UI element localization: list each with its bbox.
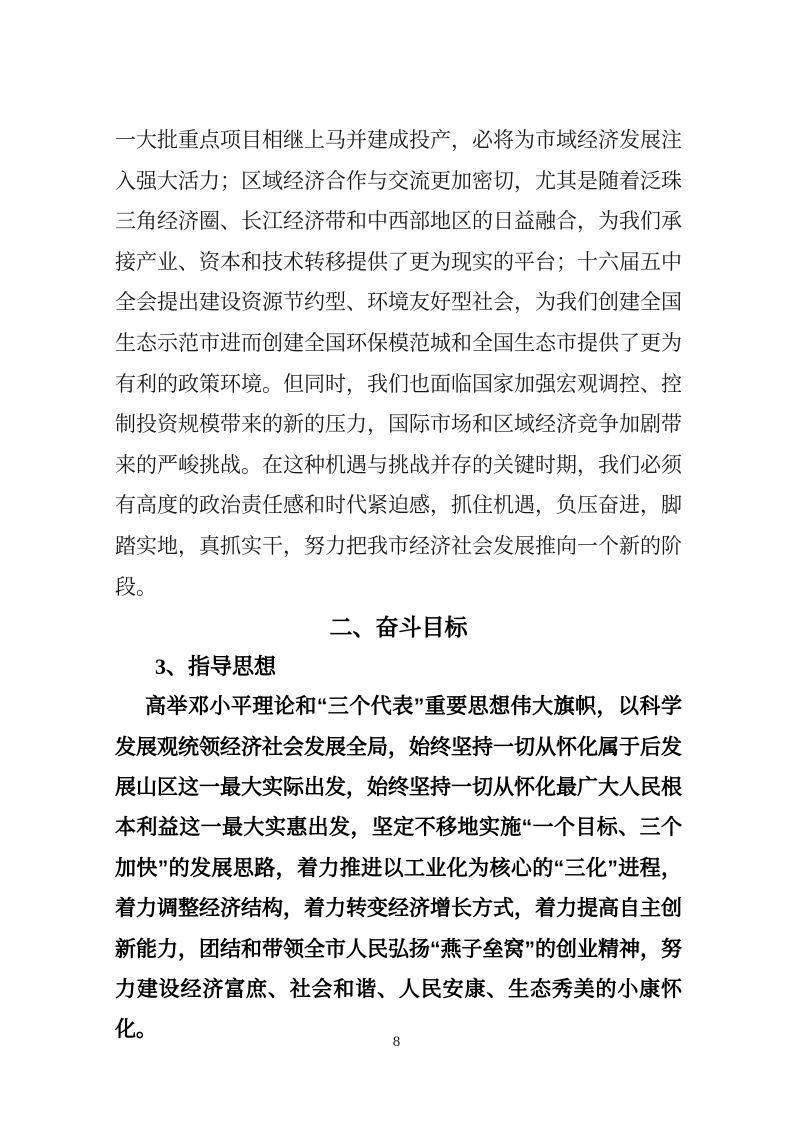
bold-paragraph: 高举邓小平理论和“三个代表”重要思想伟大旗帜，以科学发展观统领经济社会发展全局，始终坚持一切从怀化属于后发展山区这一最大实际出发，始终坚持一切从怀化最广大人民根本利益这一最大实惠出发，坚定不移地实施“一个目标、三个加快”的发展思路，着力推进以工业化为核心的“三化”进程，着力调整经济结构，着力转变经济增长方式，着力提高自主创新能力，团结和带领全市人民弘扬“燕子垒窝”的创业精神，努力建设经济富庶、社会和谐、人民安康、生态秀美的小康怀化。	[115, 695, 682, 1042]
body-paragraph: 一大批重点项目相继上马并建成投产，必将为市域经济发展注入强大活力；区域经济合作与交流更加密切，尤其是随着泛珠三角经济圈、长江经济带和中西部地区的日益融合，为我们承接产业、资本和技术转移提供了更为现实的平台；十六届五中全会提出建设资源节约型、环境友好型社会，为我们创建全国生态示范市进而创建全国环保模范城和全国生态市提供了更为有利的政策环境。但同时，我们也面临国家加强宏观调控、控制投资规模带来的新的压力，国际市场和区域经济竞争加剧带来的严峻挑战。在这种机遇与挑战并存的关键时期，我们必须有高度的政治责任感和时代紧迫感，抓住机遇，负压奋进，脚踏实地，真抓实干，努力把我市经济社会发展推向一个新的阶段。	[115, 128, 682, 599]
section-heading: 二、奋斗目标	[329, 614, 468, 641]
text-block	[115, 0, 682, 1051]
subsection-heading: 3、指导思想	[155, 654, 277, 680]
page-number: 8	[392, 1034, 401, 1050]
